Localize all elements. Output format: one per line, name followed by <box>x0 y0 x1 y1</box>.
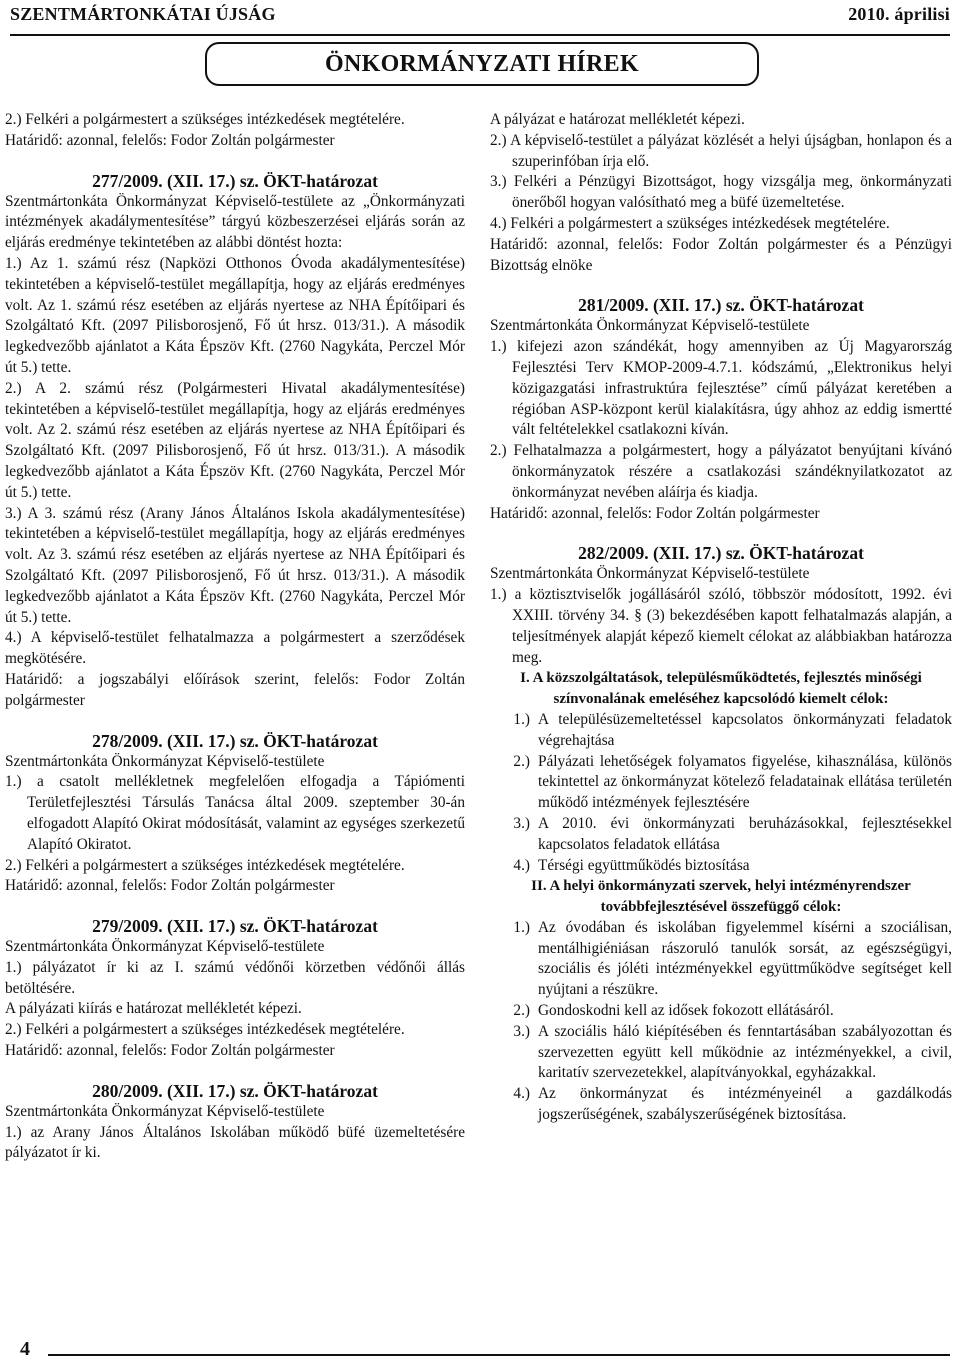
paragraph: 1.) Az 1. számú rész (Napközi Otthonos Óvoda akadálymentesítése) tekintetében a képviselő-testület megállapítja, hogy az eljárás eredményes volt. Az 1. számú rész esetében az eljárás nyertese az NHA Építőipari és Szolgáltató Kft. (2097 Pilisborosjenő, Fő út hrsz. 013/31.). A második legkedvezőbb ajánlatot a Káta Épszöv Kft. (2760 Nagykáta, Perczel Mór út 5.) tette. <box>5 254 465 376</box>
list-item-number: 2.) <box>513 1002 530 1020</box>
issue-date: 2010. áprilisi <box>848 4 950 24</box>
list-item <box>490 814 952 856</box>
header-rule <box>10 34 950 36</box>
paragraph: Határidő: azonnal, felelős: Fodor Zoltán polgármester és a Pénzügyi Bizottság elnöke <box>490 235 952 274</box>
list-item <box>490 752 952 814</box>
paragraph: Szentmártonkáta Önkormányzat Képviselő-testülete <box>490 565 810 583</box>
list-item-text: A településüzemeltetéssel kapcsolatos önkormányzati feladatok végrehajtása <box>538 710 952 749</box>
paragraph: Szentmártonkáta Önkormányzat Képviselő-testülete <box>5 752 325 770</box>
list-item-number: 2.) <box>513 752 530 770</box>
paragraph: 1.) pályázatot ír ki az I. számú védőnői körzetben védőnői állás betöltésére. <box>5 958 465 997</box>
list-item-number: 4.) <box>513 856 530 874</box>
paragraph: Határidő: azonnal, felelős: Fodor Zoltán polgármester <box>5 131 335 149</box>
list-item <box>490 918 952 1001</box>
list-item <box>490 710 952 752</box>
paragraph: 2.) A képviselő-testület a pályázat közlését a helyi újságban, honlapon és a szuperinfóban írja elő. <box>490 131 952 170</box>
right-column <box>490 110 952 1126</box>
paragraph: 2.) Felhatalmazza a polgármestert, hogy a pályázatot benyújtani kívánó önkormányzatok részére a csatlakozási szándéknyilatkozatot az önkormányzat nevében aláírja és kiadja. <box>490 442 952 501</box>
paragraph: 1.) az Arany János Általános Iskolában működő büfé üzemeltetésére pályázatot ír ki. <box>5 1123 465 1162</box>
list-item-number: 1.) <box>513 710 530 728</box>
resolution-heading-277: 277/2009. (XII. 17.) sz. ÖKT-határozat <box>92 170 378 191</box>
goals-list-2 <box>490 918 952 1126</box>
paragraph: 2.) Felkéri a polgármestert a szükséges intézkedések megtételére. <box>5 111 405 128</box>
paragraph: 3.) Felkéri a Pénzügyi Bizottságot, hogy vizsgálja meg, önkormányzati önerőből hogyan valósítható meg a büfé üzemeltetése. <box>490 173 952 212</box>
list-item <box>490 1001 952 1022</box>
publication-title: SZENTMÁRTONKÁTAI ÚJSÁG <box>10 4 276 24</box>
resolution-heading-281: 281/2009. (XII. 17.) sz. ÖKT-határozat <box>578 295 864 316</box>
page-number: 4 <box>20 1338 30 1360</box>
goals-list-1 <box>490 710 952 876</box>
list-item-number: 4.) <box>513 1085 530 1103</box>
list-item-text: Az óvodában és iskolában figyelemmel kísérni a szociálisan, mentálhigiéniásan rászoruló tanulók sorsát, az egészségügyi, szociális és jóléti intézményekkel együttműködve segítséget kell nyújtani a részükre. <box>538 918 952 999</box>
list-item-text: Az önkormányzat és intézményeinél a gazdálkodás jogszerűségének, szabályszerűségének biztosítása. <box>538 1085 952 1124</box>
paragraph: 1.) kifejezi azon szándékát, hogy amennyiben az Új Magyarország Fejlesztési Terv KMOP-2009-4.7.1. kódszámú, „Elektronikus helyi közigazgatási infrastruktúra fejlesztése” című pályázat keretében a régióban ASP-központ kerül kialakításra, úgy ahhoz az eddig ismertté vált feltételekkel csatlakozni kíván. <box>490 338 952 439</box>
paragraph: A pályázat e határozat mellékletét képezi. <box>490 111 745 128</box>
list-item-number: 3.) <box>513 1022 530 1040</box>
paragraph: Határidő: azonnal, felelős: Fodor Zoltán polgármester <box>5 1042 335 1060</box>
list-item-text: A 2010. évi önkormányzati beruházásokkal, fejlesztésekkel kapcsolatos feladatok ellátása <box>538 814 952 853</box>
section-title: ÖNKORMÁNYZATI HÍREK <box>205 42 759 86</box>
resolution-heading-279: 279/2009. (XII. 17.) sz. ÖKT-határozat <box>92 916 378 937</box>
list-item-number: 3.) <box>513 814 530 832</box>
paragraph: 4.) A képviselő-testület felhatalmazza a polgármestert a szerződések megkötésére. <box>5 629 465 668</box>
list-item <box>490 856 952 877</box>
list-item-number: 1.) <box>513 918 530 936</box>
paragraph: Szentmártonkáta Önkormányzat Képviselő-testülete az „Önkormányzati intézmények akadálymentesítése” tárgyú közbeszerzései eljárás során az eljárás eredménye tekintetében az alábbi döntést hozta: <box>5 192 465 252</box>
list-item <box>490 1084 952 1126</box>
paragraph: 3.) A 3. számú rész (Arany János Általános Iskola akadálymentesítése) tekintetében a képviselő-testület megállapítja, hogy az eljárás eredményes volt. Az 3. számú rész esetében az eljárás nyertese az NHA Építőipari és Szolgáltató Kft. (2097 Pilisborosjenő, Fő út hrsz. 013/31.). A második legkedvezőbb ajánlatot a Káta Épszöv Kft. (2760 Nagykáta, Perczel Mór út 5.) tette. <box>5 504 465 626</box>
resolution-heading-282: 282/2009. (XII. 17.) sz. ÖKT-határozat <box>578 543 864 564</box>
list-item-text: Gondoskodni kell az idősek fokozott ellátásáról. <box>538 1002 834 1020</box>
goals-subheading-1: I. A közszolgáltatások, településműködtetés, fejlesztés minőségi színvonalának emeléséhez kapcsolódó kiemelt célok: <box>520 670 922 708</box>
paragraph: Szentmártonkáta Önkormányzat Képviselő-testülete <box>5 1102 325 1120</box>
footer-rule <box>48 1354 950 1356</box>
list-item <box>490 1022 952 1084</box>
resolution-heading-280: 280/2009. (XII. 17.) sz. ÖKT-határozat <box>92 1080 378 1101</box>
page-header <box>0 0 960 40</box>
list-item-text: Térségi együttműködés biztosítása <box>538 856 750 874</box>
paragraph: Szentmártonkáta Önkormányzat Képviselő-testülete <box>490 317 810 335</box>
paragraph: Határidő: azonnal, felelős: Fodor Zoltán polgármester <box>490 504 820 522</box>
paragraph: 4.) Felkéri a polgármestert a szükséges intézkedések megtételére. <box>490 214 890 232</box>
list-item-text: A szociális háló kiépítésében és fenntartásában szabályozottan és szervezetten együtt kell működnie az intézményekkel, a civil, karitatív szervezetekkel, alapítványokkal, egyházakkal. <box>538 1022 952 1082</box>
goals-subheading-2: II. A helyi önkormányzati szervek, helyi intézményrendszer továbbfejlesztésével összefüggő célok: <box>531 878 911 916</box>
paragraph: A pályázati kiírás e határozat mellékletét képezi. <box>5 1000 302 1018</box>
paragraph: Határidő: a jogszabályi előírások szerint, felelős: Fodor Zoltán polgármester <box>5 670 465 709</box>
paragraph: 1.) a köztisztviselők jogállásáról szóló, többször módosított, 1992. évi XXIII. törvény 34. § (3) bekezdésében kapott felhatalmazás alapján, a teljesítmények alapját képező kiemelt célokat az alábbiakban határozza meg. <box>490 586 952 666</box>
paragraph: Határidő: azonnal, felelős: Fodor Zoltán polgármester <box>5 877 335 895</box>
paragraph: 1.) a csatolt mellékletnek megfelelően elfogadja a Tápiómenti Területfejlesztési Társulás Tanácsa által 2009. szeptember 30-án elfogadott Alapító Okirat módosítását, valamint az egységes szerkezetű Alapító Okiratot. <box>5 773 465 853</box>
resolution-heading-278: 278/2009. (XII. 17.) sz. ÖKT-határozat <box>92 730 378 751</box>
list-item-text: Pályázati lehetőségek folyamatos figyelése, kihasználása, különös tekintettel az önkormányzat kötelező feladatainak ellátása területén működő intézmények fejlesztésére <box>538 752 952 812</box>
left-column <box>5 110 465 1164</box>
paragraph: Szentmártonkáta Önkormányzat Képviselő-testülete <box>5 938 325 956</box>
paragraph: 2.) A 2. számú rész (Polgármesteri Hivatal akadálymentesítése) tekintetében a képviselő-testület megállapítja, hogy az eljárás eredményes volt. Az 2. számú rész esetében az eljárás nyertese az NHA Építőipari és Szolgáltató Kft. (2097 Pilisborosjenő, Fő út hrsz. 013/31.). A második legkedvezőbb ajánlatot a Káta Épszöv Kft. (2760 Nagykáta, Perczel Mór út 5.) tette. <box>5 379 465 501</box>
paragraph: 2.) Felkéri a polgármestert a szükséges intézkedések megtételére. <box>5 1021 405 1039</box>
paragraph: 2.) Felkéri a polgármestert a szükséges intézkedések megtételére. <box>5 856 405 874</box>
